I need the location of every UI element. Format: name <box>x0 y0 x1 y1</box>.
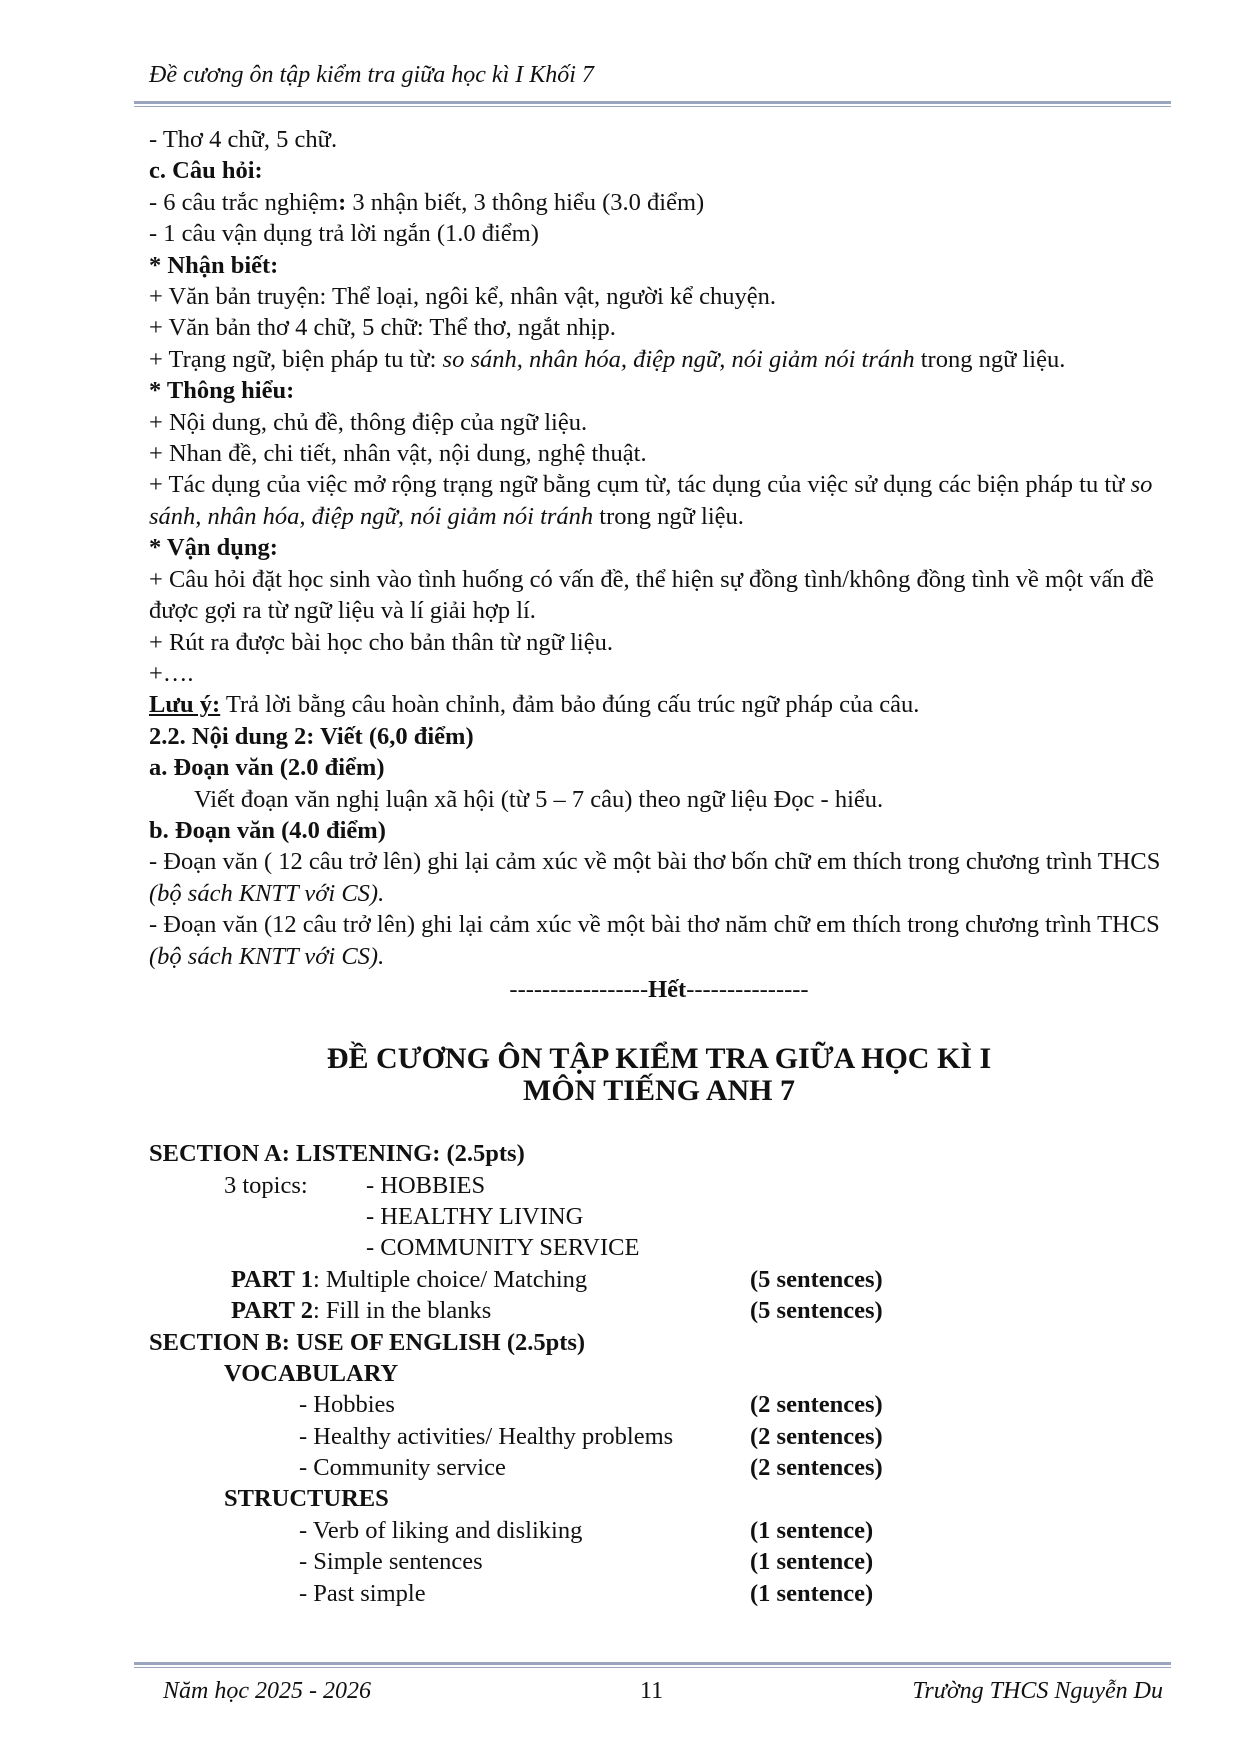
text-line: + Tác dụng của việc mở rộng trạng ngữ bằng cụm từ, tác dụng của việc sử dụng các biện pháp tu từ so sánh, nhân hóa, điệp ngữ, nói giảm nói tránh trong ngữ liệu. <box>149 471 1153 530</box>
page-number: 11 <box>640 1678 664 1704</box>
section-heading: a. Đoạn văn (2.0 điểm) <box>149 754 385 782</box>
section-heading: * Thông hiểu: <box>149 377 295 405</box>
part-row: PART 2: Fill in the blanks (5 sentences) <box>231 1297 883 1325</box>
sub-heading: STRUCTURES <box>224 1485 389 1513</box>
sub-heading: VOCABULARY <box>224 1359 399 1387</box>
outline-row: - Simple sentences (1 sentence) <box>299 1548 874 1576</box>
section-heading: SECTION A: LISTENING: (2.5pts) <box>149 1140 525 1168</box>
footer-school: Trường THCS Nguyễn Du <box>912 1678 1163 1704</box>
text-line: + Rút ra được bài học cho bản thân từ ngữ liệu. <box>149 628 613 656</box>
page-content <box>149 124 1169 1609</box>
topic-row: - COMMUNITY SERVICE <box>366 1234 640 1262</box>
text-line: - 1 câu vận dụng trả lời ngắn (1.0 điểm) <box>149 220 539 248</box>
topic-row: 3 topics: - HOBBIES <box>224 1171 486 1199</box>
footer-year: Năm học 2025 - 2026 <box>163 1678 371 1704</box>
note-line: Lưu ý: Trả lời bằng câu hoàn chỉnh, đảm bảo đúng cấu trúc ngữ pháp của câu. <box>149 691 920 719</box>
header-divider <box>134 101 1171 107</box>
part-row: PART 1: Multiple choice/ Matching (5 sentences) <box>231 1265 883 1293</box>
section-heading: b. Đoạn văn (4.0 điểm) <box>149 816 386 844</box>
topic-row: - HEALTHY LIVING <box>366 1202 584 1230</box>
english-title <box>149 1043 1169 1106</box>
text-line: + Nhan đề, chi tiết, nhân vật, nội dung, nghệ thuật. <box>149 440 647 468</box>
outline-row: - Community service (2 sentences) <box>299 1454 883 1482</box>
section-heading: SECTION B: USE OF ENGLISH (2.5pts) <box>149 1328 586 1356</box>
english-title-line: ĐỀ CƯƠNG ÔN TẬP KIỂM TRA GIỮA HỌC KÌ I <box>326 1042 992 1076</box>
end-marker: -----------------Hết--------------- <box>509 975 809 1003</box>
text-line: + Nội dung, chủ đề, thông điệp của ngữ liệu. <box>149 408 588 436</box>
section-heading: c. Câu hỏi: <box>149 157 263 185</box>
section-heading: 2.2. Nội dung 2: Viết (6,0 điểm) <box>149 722 474 750</box>
english-outline <box>149 1138 1169 1609</box>
outline-row: - Past simple (1 sentence) <box>299 1579 874 1607</box>
section-heading: * Vận dụng: <box>149 534 278 562</box>
text-line: Viết đoạn văn nghị luận xã hội (từ 5 – 7 câu) theo ngữ liệu Đọc - hiểu. <box>194 785 884 813</box>
page-header: Đề cương ôn tập kiểm tra giữa học kì I Khối 7 <box>149 62 594 88</box>
text-line: + Trạng ngữ, biện pháp tu từ: so sánh, nhân hóa, điệp ngữ, nói giảm nói tránh trong ngữ liệu. <box>149 345 1066 373</box>
section-heading: * Nhận biết: <box>149 251 279 279</box>
outline-row: - Hobbies (2 sentences) <box>299 1391 883 1419</box>
text-line: + Văn bản thơ 4 chữ, 5 chữ: Thể thơ, ngắt nhịp. <box>149 314 616 342</box>
outline-row: - Verb of liking and disliking (1 sentence) <box>299 1516 874 1544</box>
text-line: - Thơ 4 chữ, 5 chữ. <box>149 126 338 153</box>
text-line: + Văn bản truyện: Thể loại, ngôi kể, nhân vật, người kể chuyện. <box>149 283 776 311</box>
text-line: - Đoạn văn ( 12 câu trở lên) ghi lại cảm xúc về một bài thơ bốn chữ em thích trong chương trình THCS (bộ sách KNTT với CS). <box>149 848 1161 907</box>
text-line: + Câu hỏi đặt học sinh vào tình huống có vấn đề, thể hiện sự đồng tình/không đồng tình về một vấn đề được gợi ra từ ngữ liệu và lí giải hợp lí. <box>149 565 1154 625</box>
text-line: - Đoạn văn (12 câu trở lên) ghi lại cảm xúc về một bài thơ năm chữ em thích trong chương trình THCS (bộ sách KNTT với CS). <box>149 911 1160 970</box>
text-line: +…. <box>149 659 194 687</box>
text-line: - 6 câu trắc nghiệm: 3 nhận biết, 3 thông hiểu (3.0 điểm) <box>149 188 705 216</box>
footer-divider <box>134 1662 1171 1668</box>
english-subtitle-line: MÔN TIẾNG ANH 7 <box>523 1073 795 1107</box>
outline-row: - Healthy activities/ Healthy problems (2 sentences) <box>299 1422 883 1450</box>
